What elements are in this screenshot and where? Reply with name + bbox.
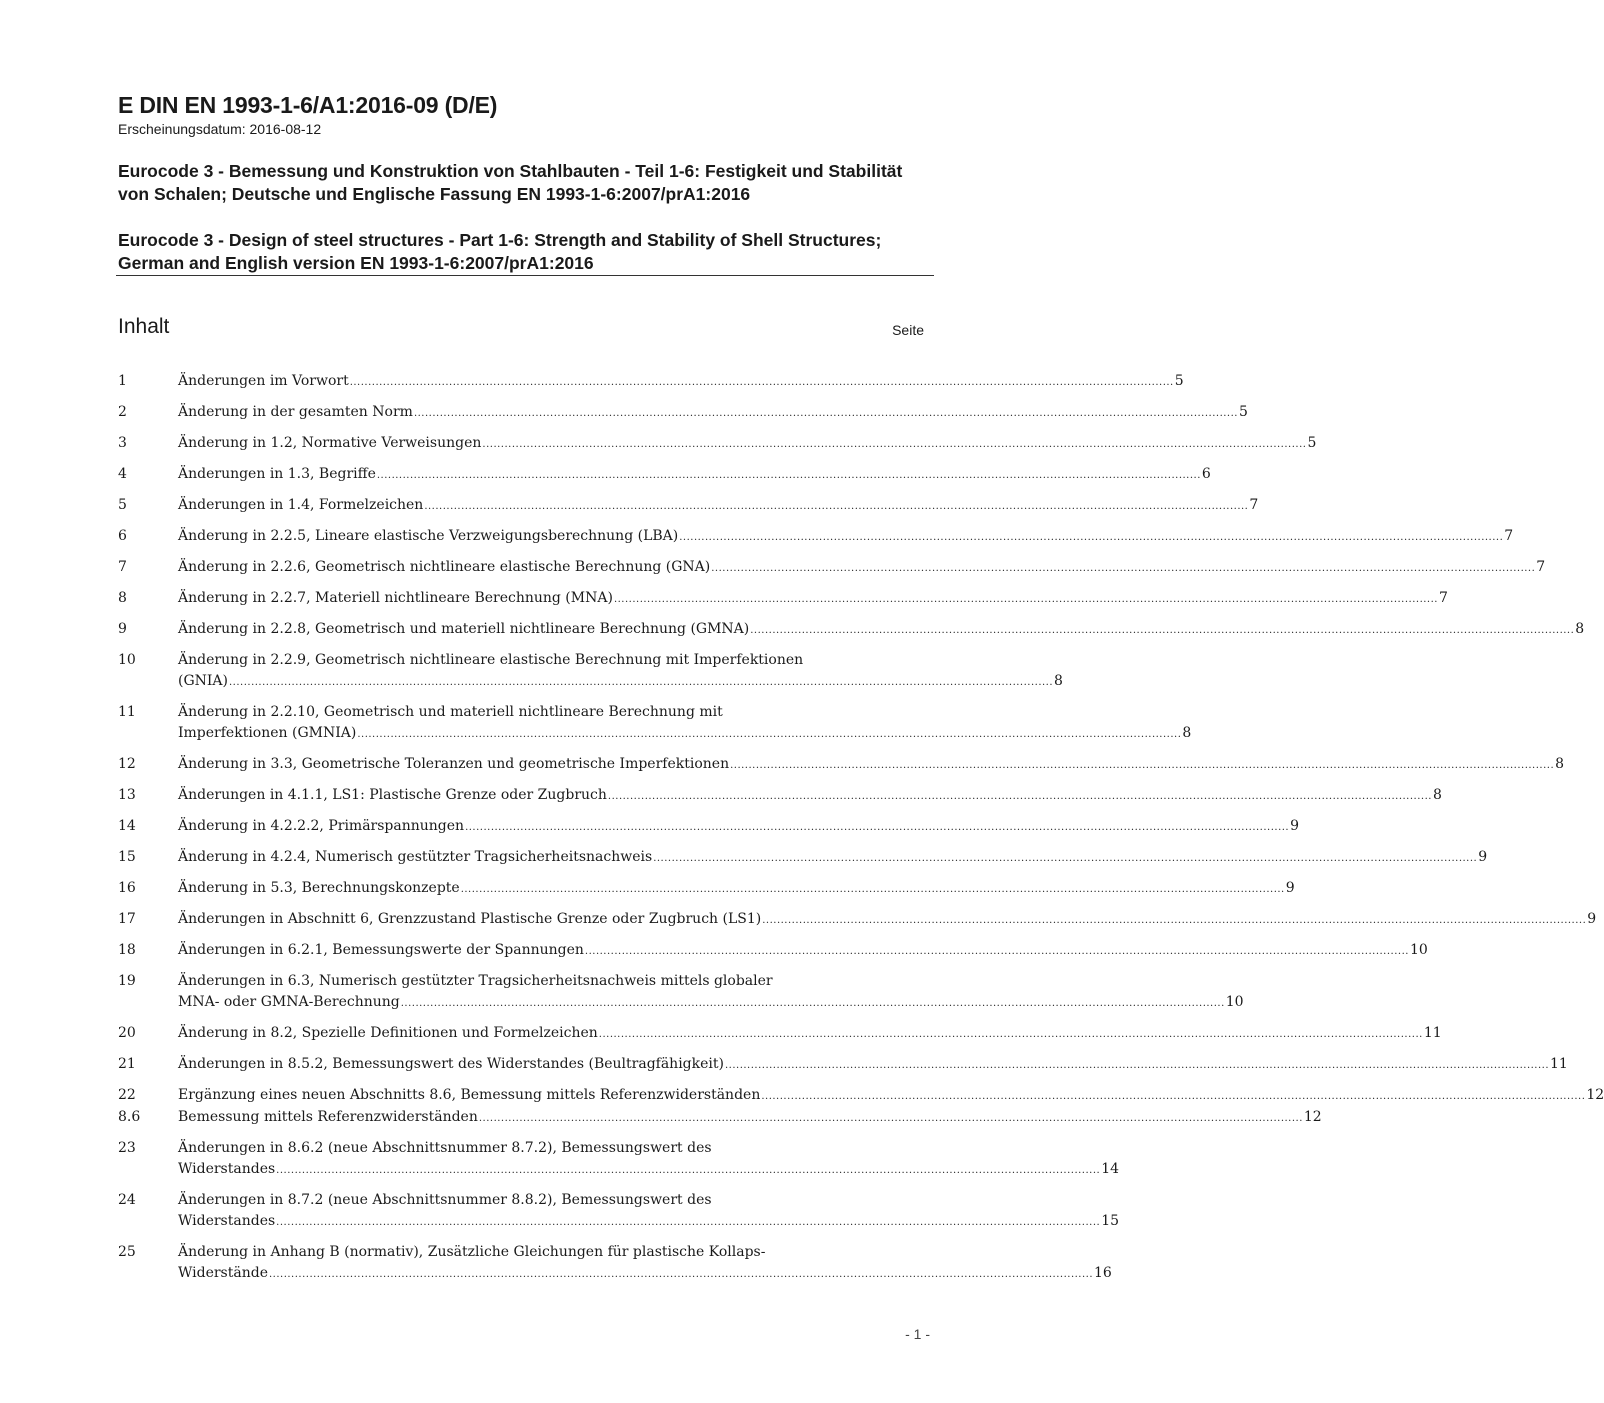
toc-entry-title-line: Änderung in 2.2.9, Geometrisch nichtlineare elastische Berechnung mit Imperfektionen [178,652,804,668]
toc-entry-title: Widerstände [178,1265,268,1281]
toc-entry-page: 5 [1174,373,1184,389]
issue-date: Erscheinungsdatum: 2016-08-12 [118,121,322,137]
toc-entry-title: Änderung in 4.2.4, Numerisch gestützter Tragsicherheitsnachweis [178,849,653,865]
toc-entry-number: 13 [118,787,136,803]
toc-entry[interactable] [118,847,1488,869]
document-number: E DIN EN 1993-1-6/A1:2016-09 (D/E) [118,92,498,118]
toc-entry-title: MNA- oder GMNA-Berechnung [178,994,400,1010]
toc-entry[interactable] [118,878,1295,900]
toc-entry-title: Änderungen in 8.5.2, Bemessungswert des Widerstandes (Beultragfähigkeit) [178,1056,724,1072]
toc-dot-leader [424,495,1248,517]
toc-entry-title: Widerstandes [178,1161,276,1177]
toc-entry-number: 15 [118,849,136,865]
toc-entry[interactable] [118,971,1244,1014]
toc-entry-number: 20 [118,1025,136,1041]
toc-dot-leader [725,1054,1549,1076]
toc-entry-title: Imperfektionen (GMNIA) [178,725,357,741]
toc-entry-page: 6 [1201,466,1211,482]
toc-dot-leader [401,992,1225,1014]
toc-dot-leader [762,909,1586,931]
title-english: Eurocode 3 - Design of steel structures - Part 1-6: Strength and Stability of Shell Structures; German and English version EN 1993-1-6:2007/prA1:2016 [118,230,882,273]
toc-entry-number: 1 [118,373,127,389]
toc-entry-page: 10 [1225,994,1244,1010]
toc-dot-leader [414,402,1238,424]
toc-entry-title: Änderungen in 6.2.1, Bemessungswerte der Spannungen [178,942,584,958]
toc-entry-page: 12 [1303,1109,1322,1125]
toc-entry-page: 10 [1409,942,1428,958]
toc-entry-title: Änderung in 8.2, Spezielle Definitionen und Formelzeichen [178,1025,598,1041]
toc-entry-title: Änderungen in 1.4, Formelzeichen [178,497,424,513]
toc-entry-page: 7 [1536,559,1546,575]
toc-entry-number: 8.6 [118,1109,141,1125]
toc-dot-leader [711,557,1535,579]
toc-dot-leader [276,1159,1100,1181]
toc-entry-number: 18 [118,942,136,958]
toc-entry-title: Änderungen in 4.1.1, LS1: Plastische Grenze oder Zugbruch [178,787,607,803]
toc-dot-leader [679,526,1503,548]
toc-entry[interactable] [118,1054,1568,1076]
toc-entry-page: 8 [1555,756,1565,772]
toc-entry-title: Änderung in 2.2.5, Lineare elastische Verzweigungsberechnung (LBA) [178,528,679,544]
toc-entry-title: Änderung in 2.2.7, Materiell nichtlineare Berechnung (MNA) [178,590,613,606]
toc-dot-leader [608,785,1432,807]
toc-entry[interactable] [118,1138,1120,1181]
toc-entry[interactable] [118,1190,1120,1233]
toc-entry-number: 12 [118,756,136,772]
toc-entry-title-line: Änderung in Anhang B (normativ), Zusätzliche Gleichungen für plastische Kollaps- [178,1244,766,1260]
toc-entry-page: 7 [1249,497,1259,513]
toc-entry[interactable] [118,464,1211,486]
toc-entry[interactable] [118,402,1248,424]
toc-entry-page: 8 [1432,787,1442,803]
toc-entry-page: 11 [1423,1025,1442,1041]
toc-entry-number: 10 [118,652,136,668]
toc-dot-leader [350,371,1174,393]
toc-entry[interactable] [118,702,1192,745]
toc-dot-leader [482,433,1306,455]
toc-entry[interactable] [118,940,1428,962]
toc-entry-number: 25 [118,1244,136,1260]
toc-entry-title: Änderung in 2.2.8, Geometrisch und materiell nichtlineare Berechnung (GMNA) [178,621,750,637]
toc-entry-title: (GNIA) [178,673,228,689]
toc-dot-leader [585,940,1409,962]
header-divider [116,275,934,276]
toc-dot-leader [750,619,1574,641]
toc-dot-leader [614,588,1438,610]
toc-entry-number: 17 [118,911,136,927]
toc-entry[interactable] [118,650,1063,693]
toc-entry-title: Änderung in 5.3, Berechnungskonzepte [178,880,460,896]
toc-entry-page: 9 [1285,880,1295,896]
toc-entry[interactable] [118,588,1448,610]
toc-entry-page: 15 [1101,1213,1120,1229]
toc-entry[interactable] [118,526,1514,548]
toc-dot-leader [761,1085,1585,1107]
toc-entry-title: Änderung in 4.2.2.2, Primärspannungen [178,818,465,834]
toc-entry-number: 11 [118,704,136,720]
toc-entry-number: 4 [118,466,127,482]
toc-entry-title: Änderungen im Vorwort [178,373,349,389]
toc-entry-page: 8 [1054,673,1063,689]
toc-entry[interactable] [118,371,1184,393]
toc-entry[interactable] [118,785,1442,807]
toc-entry-number: 2 [118,404,127,420]
toc-entry-number: 16 [118,880,136,896]
toc-entry-page: 16 [1094,1265,1112,1281]
toc-dot-leader [599,1023,1423,1045]
toc-entry[interactable] [118,909,1597,931]
toc-entry-page: 9 [1290,818,1300,834]
toc-entry-number: 7 [118,559,127,575]
toc-entry-page: 14 [1101,1161,1120,1177]
title-german: Eurocode 3 - Bemessung und Konstruktion von Stahlbauten - Teil 1-6: Festigkeit und Stabilität von Schalen; Deutsche und Englische Fassung EN 1993-1-6:2007/prA1:2016 [118,161,903,204]
toc-entry[interactable] [118,1242,1112,1285]
toc-entry[interactable] [118,495,1259,517]
toc-entry-title-line: Änderung in 2.2.10, Geometrisch und materiell nichtlineare Berechnung mit [178,704,723,720]
toc-entry-page: 5 [1238,404,1248,420]
toc-entry-title: Änderung in der gesamten Norm [178,404,413,420]
toc-dot-leader [377,464,1201,486]
toc-entry[interactable] [118,754,1565,776]
toc-entry-title: Änderung in 3.3, Geometrische Toleranzen und geometrische Imperfektionen [178,756,730,772]
toc-page-label: Seite [892,322,924,338]
toc-entry-page: 12 [1586,1087,1604,1103]
toc-entry-page: 5 [1307,435,1317,451]
toc-entry-title-line: Änderungen in 8.7.2 (neue Abschnittsnummer 8.8.2), Bemessungswert des [178,1192,712,1208]
toc-entry-title-line: Änderungen in 8.6.2 (neue Abschnittsnummer 8.7.2), Bemessungswert des [178,1140,712,1156]
toc-entry-number: 22 [118,1087,136,1103]
toc-dot-leader [479,1107,1303,1129]
toc-entry[interactable] [118,557,1546,579]
toc-dot-leader [269,1263,1093,1285]
toc-entry-number: 9 [118,621,127,637]
toc-dot-leader [357,723,1181,745]
toc-entry[interactable] [118,1085,1604,1107]
toc-entry-page: 7 [1438,590,1448,606]
toc-entry-page: 7 [1504,528,1514,544]
toc-entry-number: 21 [118,1056,136,1072]
toc-entry[interactable] [118,1023,1442,1045]
toc-entry-page: 9 [1587,911,1597,927]
toc-entry-title: Bemessung mittels Referenzwiderständen [178,1109,478,1125]
table-of-contents [118,371,1604,1294]
toc-entry[interactable] [118,816,1300,838]
toc-dot-leader [653,847,1477,869]
toc-entry[interactable] [118,1107,1322,1129]
toc-heading: Inhalt [118,315,170,338]
toc-entry-number: 14 [118,818,136,834]
toc-entry-page: 11 [1550,1056,1568,1072]
toc-entry-number: 8 [118,590,127,606]
toc-entry[interactable] [118,433,1317,455]
toc-dot-leader [465,816,1289,838]
toc-entry-number: 19 [118,973,136,989]
toc-entry-title: Widerstandes [178,1213,276,1229]
toc-entry-number: 6 [118,528,127,544]
toc-entry-page: 9 [1478,849,1488,865]
toc-dot-leader [461,878,1285,900]
toc-entry-title-line: Änderungen in 6.3, Numerisch gestützter Tragsicherheitsnachweis mittels globaler [178,973,773,989]
toc-entry-title: Ergänzung eines neuen Abschnitts 8.6, Bemessung mittels Referenzwiderständen [178,1087,761,1103]
toc-dot-leader [229,671,1053,693]
toc-entry-number: 24 [118,1192,136,1208]
toc-entry-title: Änderung in 2.2.6, Geometrisch nichtlineare elastische Berechnung (GNA) [178,559,711,575]
toc-entry-title: Änderungen in 1.3, Begriffe [178,466,376,482]
toc-entry-title: Änderung in 1.2, Normative Verweisungen [178,435,482,451]
toc-entry-page: 8 [1182,725,1192,741]
page-number: - 1 - [905,1326,930,1342]
toc-entry-page: 8 [1575,621,1585,637]
toc-entry[interactable] [118,619,1585,641]
toc-dot-leader [276,1211,1100,1233]
toc-dot-leader [730,754,1554,776]
toc-entry-number: 3 [118,435,127,451]
toc-entry-title: Änderungen in Abschnitt 6, Grenzzustand Plastische Grenze oder Zugbruch (LS1) [178,911,762,927]
toc-entry-number: 5 [118,497,127,513]
toc-entry-number: 23 [118,1140,136,1156]
